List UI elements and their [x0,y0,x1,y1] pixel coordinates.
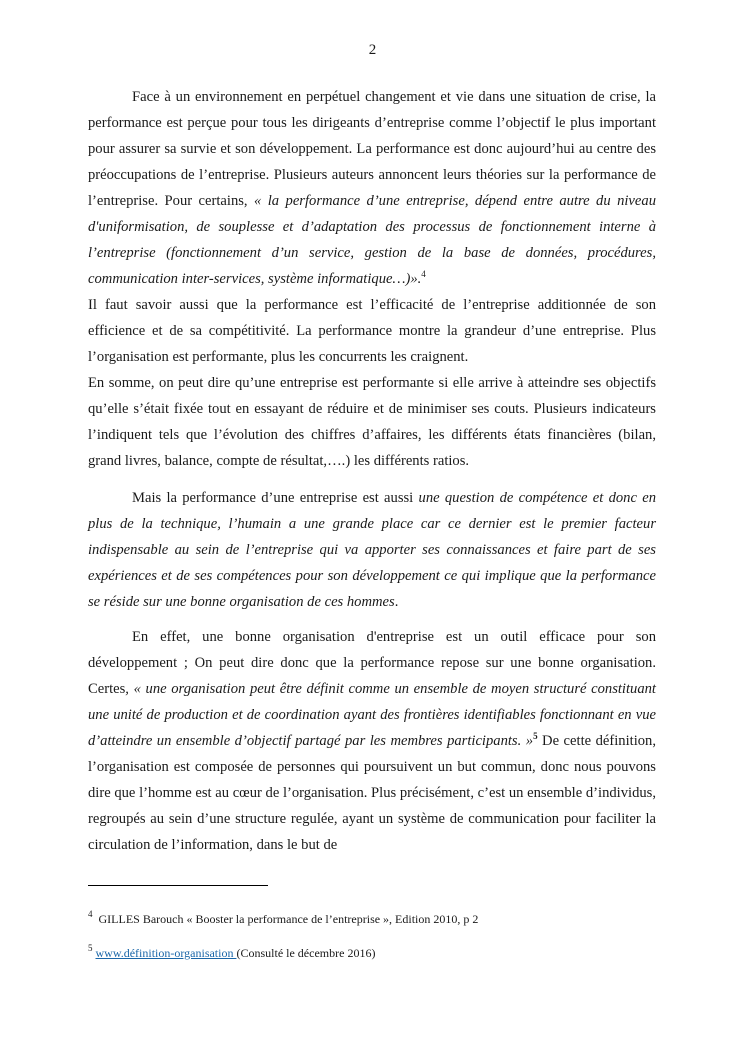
paragraph-4 [88,485,656,615]
footnote-4-text: GILLES Barouch « Booster la performance de l’entreprise », Edition 2010, p 2 [98,912,479,926]
footnote-5-number: 5 [88,943,93,953]
paragraph-1 [88,84,656,292]
footnote-ref-5: 5 [533,731,538,741]
paragraph-1-text: Face à un environnement en perpétuel changement et vie dans une situation de crise, la performance est perçue pour tous les dirigeants d’entreprise comme l’objectif le plus important pour assurer sa survie et son développement. La performance est donc aujourd’hui au centre des préoccupations de l’entreprise. Plusieurs auteurs annoncent leurs théories sur la performance de l’entreprise. Pour certains, [88,89,656,209]
footnote-separator [88,885,268,886]
footnote-ref-4: 4 [421,269,426,279]
footnote-4-number: 4 [88,909,93,919]
footnote-5-link[interactable]: www.définition-organisation [95,946,237,960]
footnote-5 [88,945,688,961]
paragraph-4-text: Mais la performance d’une entreprise est aussi [132,490,419,506]
paragraph-4-italic: une question de compétence et donc en plus de la technique, l’humain a une grande place car ce dernier est le premier facteur indispensable au sein de l’entreprise qui va apporter ses connaissances et faire part de ses expériences et de ses compétences pour son développement ce qui implique que la performance se réside sur une bonne organisation de ces hommes [88,490,656,610]
paragraph-5 [88,624,656,858]
paragraph-1-quote: « la performance d’une entreprise, dépend entre autre du niveau d'uniformisation, de souplesse et d’adaptation des processus de fonctionnement interne à l’entreprise (fonctionnement d’un service, gestion de la base de données, procédures, communication inter-services, système informatique…)». [88,193,656,287]
paragraph-5-rest: De cette définition, l’organisation est composée de personnes qui poursuivent un but commun, donc nous pouvons dire que l’homme est au cœur de l’organisation. Plus précisément, c’est un ensemble d’individus, regroupés au sein d’une structure regulée, ayant un système de communication pour faciliter la circulation de l’information, dans le but de [88,733,656,853]
footnote-5-text: (Consulté le décembre 2016) [236,946,376,960]
paragraph-2: Il faut savoir aussi que la performance est l’efficacité de l’entreprise additionnée de son efficience et de sa compétitivité. La performance montre la grandeur d’une entreprise. Plus l’organisation est performante, plus les concurrents les craignent. [88,297,656,365]
paragraph-5-quote: , « une organisation peut être définit comme un ensemble de moyen structuré constituant une unité de production et de coordination ayant des frontières identifiables fonctionnant en vue d’atteindre un ensemble d’objectif partagé par les membres participants. » [88,681,656,749]
page-number: 2 [368,42,377,58]
paragraph-3: En somme, on peut dire qu’une entreprise est performante si elle arrive à atteindre ses objectifs qu’elle s’était fixée tout en essayant de réduire et de minimiser ses couts. Plusieurs indicateurs l’indiquent tels que l’évolution des chiffres d’affaires, les différents états financières (bilan, grand livres, balance, compte de résultat,….) les différents ratios. [88,375,656,469]
body-text [88,84,656,858]
paragraph-5-text: En effet, une bonne organisation d'entreprise est un outil efficace pour son développement ; On peut dire donc que la performance repose sur une bonne organisation. Certes [88,629,656,697]
footnote-4 [88,911,688,927]
paragraph-4-end: . [394,594,399,610]
